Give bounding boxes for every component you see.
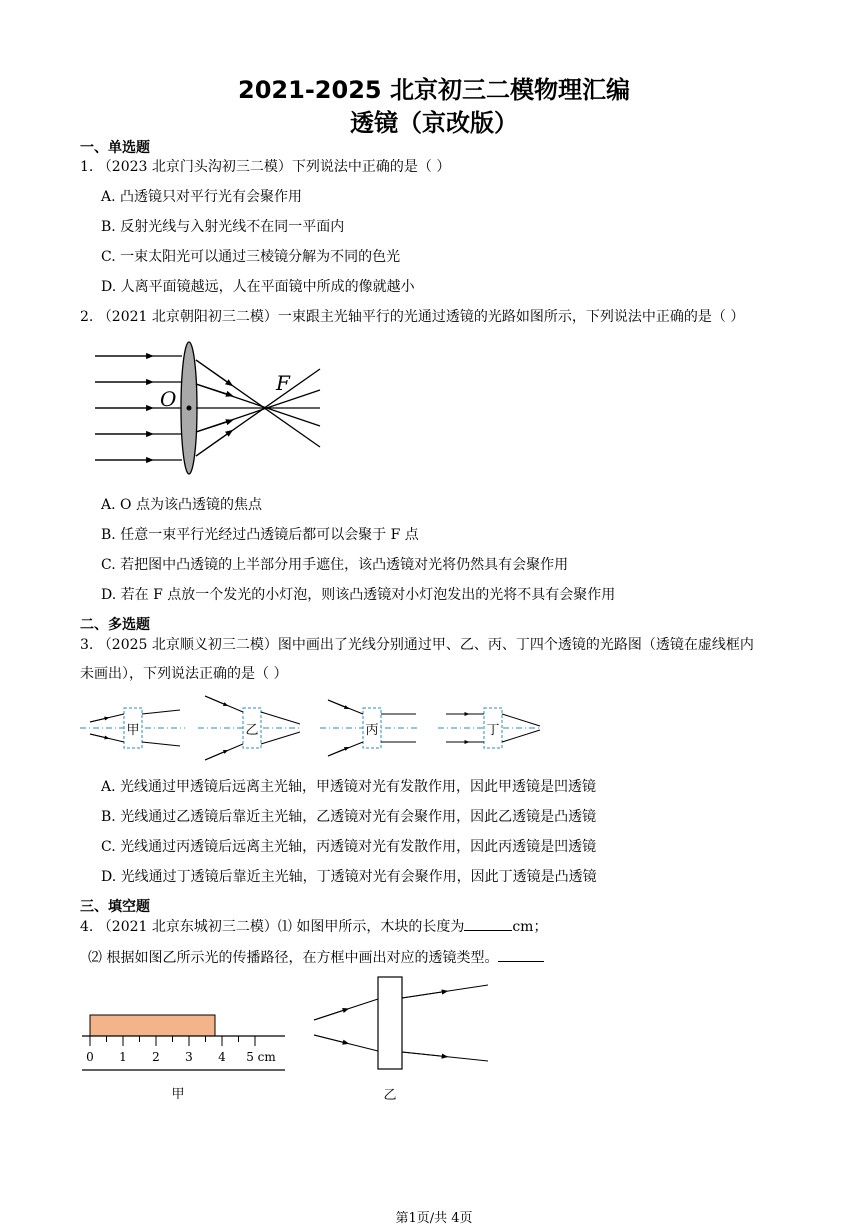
ruler-tick-4: 4 xyxy=(218,1050,226,1064)
ruler-tick-2: 2 xyxy=(152,1050,160,1064)
figure-label-yi: 乙 xyxy=(383,1088,397,1103)
four-lens-diagram xyxy=(80,692,550,762)
wooden-block xyxy=(90,1015,215,1036)
question-4-stem-suffix: cm； xyxy=(512,919,548,935)
figure-label-jia: 甲 xyxy=(171,1087,185,1102)
question-2-option-b: B. 任意一束平行光经过凸透镜后都可以会聚于 F 点 xyxy=(101,527,419,543)
section-heading-fill-in: 三、填空题 xyxy=(80,899,150,915)
lens-label-ding: 丁 xyxy=(486,723,500,738)
ruler-tick-5: 5 cm xyxy=(246,1050,276,1064)
document-subtitle: 透镜（京改版） xyxy=(350,109,518,137)
section-heading-multiple-choice: 二、多选题 xyxy=(80,617,150,633)
question-2-option-d: D. 若在 F 点放一个发光的小灯泡，则该凸透镜对小灯泡发出的光将不具有会聚作用 xyxy=(101,587,616,603)
question-1-option-b: B. 反射光线与入射光线不在同一平面内 xyxy=(101,219,345,235)
question-1-stem: 1. （2023 北京门头沟初三二模）下列说法中正确的是（ ） xyxy=(80,159,451,175)
answer-blank-length[interactable] xyxy=(464,930,512,931)
question-4-stem-prefix: 4. （2021 北京东城初三二模）⑴ 如图甲所示，木块的长度为 xyxy=(80,919,465,935)
answer-blank-lens-type[interactable] xyxy=(498,961,544,962)
question-1-option-d: D. 人离平面镜越远，人在平面镜中所成的像就越小 xyxy=(101,279,415,295)
lens-box[interactable] xyxy=(378,977,402,1069)
ruler-tick-0: 0 xyxy=(86,1050,94,1064)
question-2-option-c: C. 若把图中凸透镜的上半部分用手遮住，该凸透镜对光将仍然具有会聚作用 xyxy=(101,557,569,573)
question-4-part-2 xyxy=(88,947,544,967)
label-o: O xyxy=(160,387,177,411)
page-number: 第1页/共 4页 xyxy=(395,1211,473,1226)
question-1-option-c: C. 一束太阳光可以通过三棱镜分解为不同的色光 xyxy=(101,249,401,265)
ruler-diagram xyxy=(80,1010,290,1100)
question-4-part-2-text: ⑵ 根据如图乙所示光的传播路径，在方框中画出对应的透镜类型。 xyxy=(88,950,499,966)
ruler-tick-3: 3 xyxy=(185,1050,193,1064)
question-3-option-a: A. 光线通过甲透镜后远离主光轴，甲透镜对光有发散作用，因此甲透镜是凹透镜 xyxy=(101,779,597,795)
question-4-stem xyxy=(80,916,547,936)
question-2-option-a: A. O 点为该凸透镜的焦点 xyxy=(101,497,262,513)
lens-label-jia: 甲 xyxy=(126,723,140,738)
question-3-stem-line2: 未画出），下列说法正确的是（ ） xyxy=(80,666,288,682)
light-path-diagram xyxy=(310,975,500,1105)
question-1-option-a: A. 凸透镜只对平行光有会聚作用 xyxy=(101,189,303,205)
question-2-stem: 2. （2021 北京朝阳初三二模）一束跟主光轴平行的光通过透镜的光路如图所示，下列说法中正确的是（ ） xyxy=(80,309,745,325)
document-title: 2021-2025 北京初三二模物理汇编 xyxy=(238,76,630,104)
ruler-tick-1: 1 xyxy=(119,1050,127,1064)
question-3-option-d: D. 光线通过丁透镜后靠近主光轴，丁透镜对光有会聚作用，因此丁透镜是凸透镜 xyxy=(101,869,597,885)
lens-label-bing: 丙 xyxy=(365,723,379,738)
question-3-stem-line1: 3. （2025 北京顺义初三二模）图中画出了光线分别通过甲、乙、丙、丁四个透镜的光路图（透镜在虚线框内 xyxy=(80,637,754,653)
question-3-option-c: C. 光线通过丙透镜后远离主光轴，丙透镜对光有发散作用，因此丙透镜是凹透镜 xyxy=(101,839,597,855)
question-3-option-b: B. 光线通过乙透镜后靠近主光轴，乙透镜对光有会聚作用，因此乙透镜是凸透镜 xyxy=(101,809,597,825)
lens-label-yi: 乙 xyxy=(245,723,259,738)
section-heading-single-choice: 一、单选题 xyxy=(80,140,150,156)
convex-lens-diagram xyxy=(90,340,330,480)
label-f: F xyxy=(276,371,290,395)
